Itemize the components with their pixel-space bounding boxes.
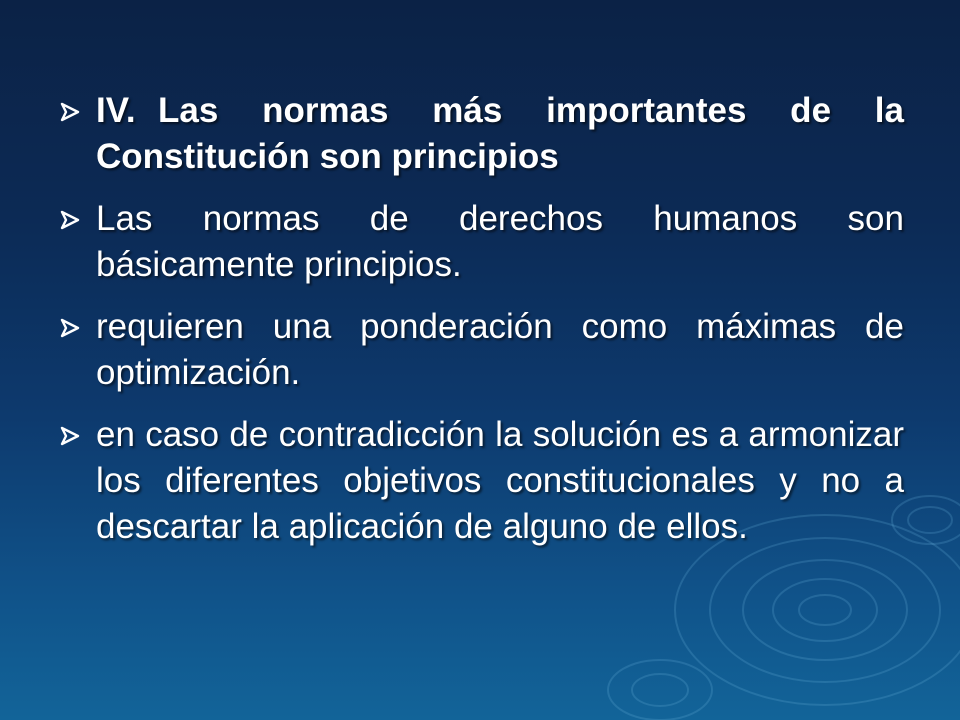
bullet-text: Las normas de derechos humanos son básicamente principios.	[96, 199, 904, 284]
arrow-bullet-icon	[58, 424, 82, 448]
bullet-text: en caso de contradicción la solución es a armonizar los diferentes objetivos constitucionales y no a descartar la aplicación de alguno de ellos.	[96, 415, 904, 546]
arrow-bullet-icon	[58, 208, 82, 232]
list-item	[58, 196, 904, 288]
list-item	[58, 412, 904, 550]
bullet-text	[96, 88, 904, 180]
bullet-list	[58, 88, 904, 566]
list-item	[58, 88, 904, 180]
bullet-numbering: IV.	[96, 91, 136, 130]
bullet-text-body: Las normas más importantes de la Constitución son principios	[96, 91, 904, 176]
list-item	[58, 304, 904, 396]
arrow-bullet-icon	[58, 100, 82, 124]
bullet-text: requieren una ponderación como máximas de optimización.	[96, 307, 904, 392]
arrow-bullet-icon	[58, 316, 82, 340]
